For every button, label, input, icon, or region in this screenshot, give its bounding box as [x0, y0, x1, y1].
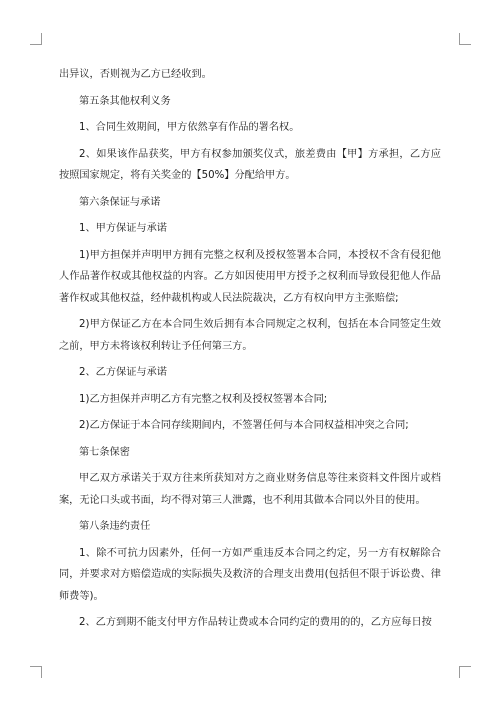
- subsection-heading: 1、甲方保证与承诺: [79, 223, 167, 234]
- paragraph: 2)乙方保证于本合同存续期间内，不签署任何与本合同权益相冲突之合同;: [79, 420, 409, 431]
- paragraph: 2、乙方到期不能支付甲方作品转让费或本合同约定的费用的的，乙方应每日按: [79, 617, 432, 628]
- paragraph: 出异议，否则视为乙方已经收到。: [59, 69, 212, 80]
- paragraph: 1)乙方担保并声明乙方有完整之权利及授权签署本合同;: [79, 393, 328, 405]
- crop-mark-top-right: [459, 33, 471, 45]
- paragraph: 1、除不可抗力因素外，任何一方如严重违反本合同之约定，另一方有权解除合同，并要求对方赔偿造成的实际损失及救济的合理支出费用(包括但不限于诉讼费、律师费等)。: [59, 547, 441, 602]
- crop-mark-top-left: [30, 33, 42, 45]
- paragraph: 2、如果该作品获奖，甲方有权参加颁奖仪式，旅差费由【甲】方承担，乙方应按照国家规定，将有关奖金的【50%】分配给甲方。: [59, 148, 441, 181]
- section-heading: 第五条其他权利义务: [79, 95, 171, 107]
- paragraph: 1)甲方担保并声明甲方拥有完整之权利及授权签署本合同，本授权不含有侵犯他人作品著作权或其他权益的内容。乙方如因使用甲方授予之权利而导致侵犯他人作品著作权或其他权益，经仲裁机构或人民法院裁决，乙方有权向甲方主张赔偿;: [59, 249, 441, 304]
- subsection-heading: 2、乙方保证与承诺: [79, 367, 167, 378]
- paragraph: 甲乙双方承诺关于双方往来所获知对方之商业财务信息等往来资料文件图片或档案，无论口头或书面，均不得对第三人泄露，也不利用其做本合同以外目的使用。: [59, 473, 441, 506]
- paragraph: 1、合同生效期间，甲方依然享有作品的署名权。: [79, 122, 300, 133]
- crop-mark-bottom-right: [459, 666, 471, 678]
- crop-mark-bottom-left: [30, 666, 42, 678]
- contract-body: [59, 64, 441, 639]
- section-heading: 第七条保密: [79, 446, 130, 458]
- section-heading: 第六条保证与承诺: [79, 196, 161, 208]
- paragraph: 2)甲方保证乙方在本合同生效后拥有本合同规定之权利，包括在本合同签定生效之前，甲方未将该权利转让予任何第三方。: [59, 319, 441, 352]
- section-heading: 第八条违约责任: [79, 521, 151, 532]
